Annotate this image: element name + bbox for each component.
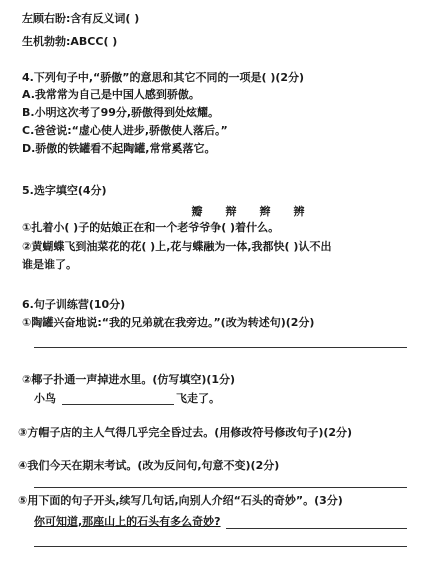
q5-title: 5.选字填空(4分) [22,184,107,197]
q6-fill-suffix: 飞走了。 [176,392,220,405]
q4-option-b: B.小明这次考了99分,骄傲得到处炫耀。 [22,106,220,119]
q5-sentence-1: ①扎着小( )子的姑娘正在和一个老爷爷争( )着什么。 [22,221,280,234]
fill-abcc: 生机勃勃:ABCC( ) [22,35,118,48]
q6-sentence-2: ②椰子扑通一声掉进水里。(仿写填空)(1分) [22,373,236,386]
q4-title: 4.下列句子中,“骄傲”的意思和其它不同的一项是( )(2分) [22,71,305,84]
q6-sentence-5-lead: 你可知道,那座山上的石头有多么奇妙? [34,515,221,528]
q6-fill-prefix: 小鸟 [34,392,56,405]
q5-sentence-2-continued: 谁是谁了。 [22,258,77,271]
fill-left-right: 左顾右盼:含有反义词( ) [22,12,140,25]
answer-line-1[interactable] [34,347,407,348]
q5-sentence-2: ②黄蝴蝶飞到油菜花的花( )上,花与蝶融为一体,我都快( )认不出 [22,240,332,253]
word-choice-3: 辫 [259,205,271,218]
word-choice-1: 瓣 [191,205,203,218]
q6-sentence-4: ④我们今天在期末考试。(改为反问句,句意不变)(2分) [18,459,280,472]
q6-title: 6.句子训练营(10分) [22,298,126,311]
word-choice-4: 辨 [293,205,305,218]
q4-option-a: A.我常常为自己是中国人感到骄傲。 [22,88,200,101]
q6-sentence-3: ③方帽子店的主人气得几乎完全昏过去。(用修改符号修改句子)(2分) [18,426,353,439]
q6-sentence-1: ①陶罐兴奋地说:“我的兄弟就在我旁边。”(改为转述句)(2分) [22,316,315,329]
answer-line-4[interactable] [34,487,407,488]
q5-word-choices [180,203,316,219]
q6-sentence-5: ⑤用下面的句子开头,续写几句话,向别人介绍“石头的奇妙”。(3分) [18,494,343,507]
answer-line-5a[interactable] [226,528,407,529]
q4-option-c: C.爸爸说:“虚心使人进步,骄傲使人落后。” [22,124,228,137]
word-choice-2: 辩 [225,205,237,218]
q4-option-d: D.骄傲的铁罐看不起陶罐,常常奚落它。 [22,142,216,155]
answer-line-5b[interactable] [34,546,407,547]
answer-line-fill[interactable] [62,404,174,405]
